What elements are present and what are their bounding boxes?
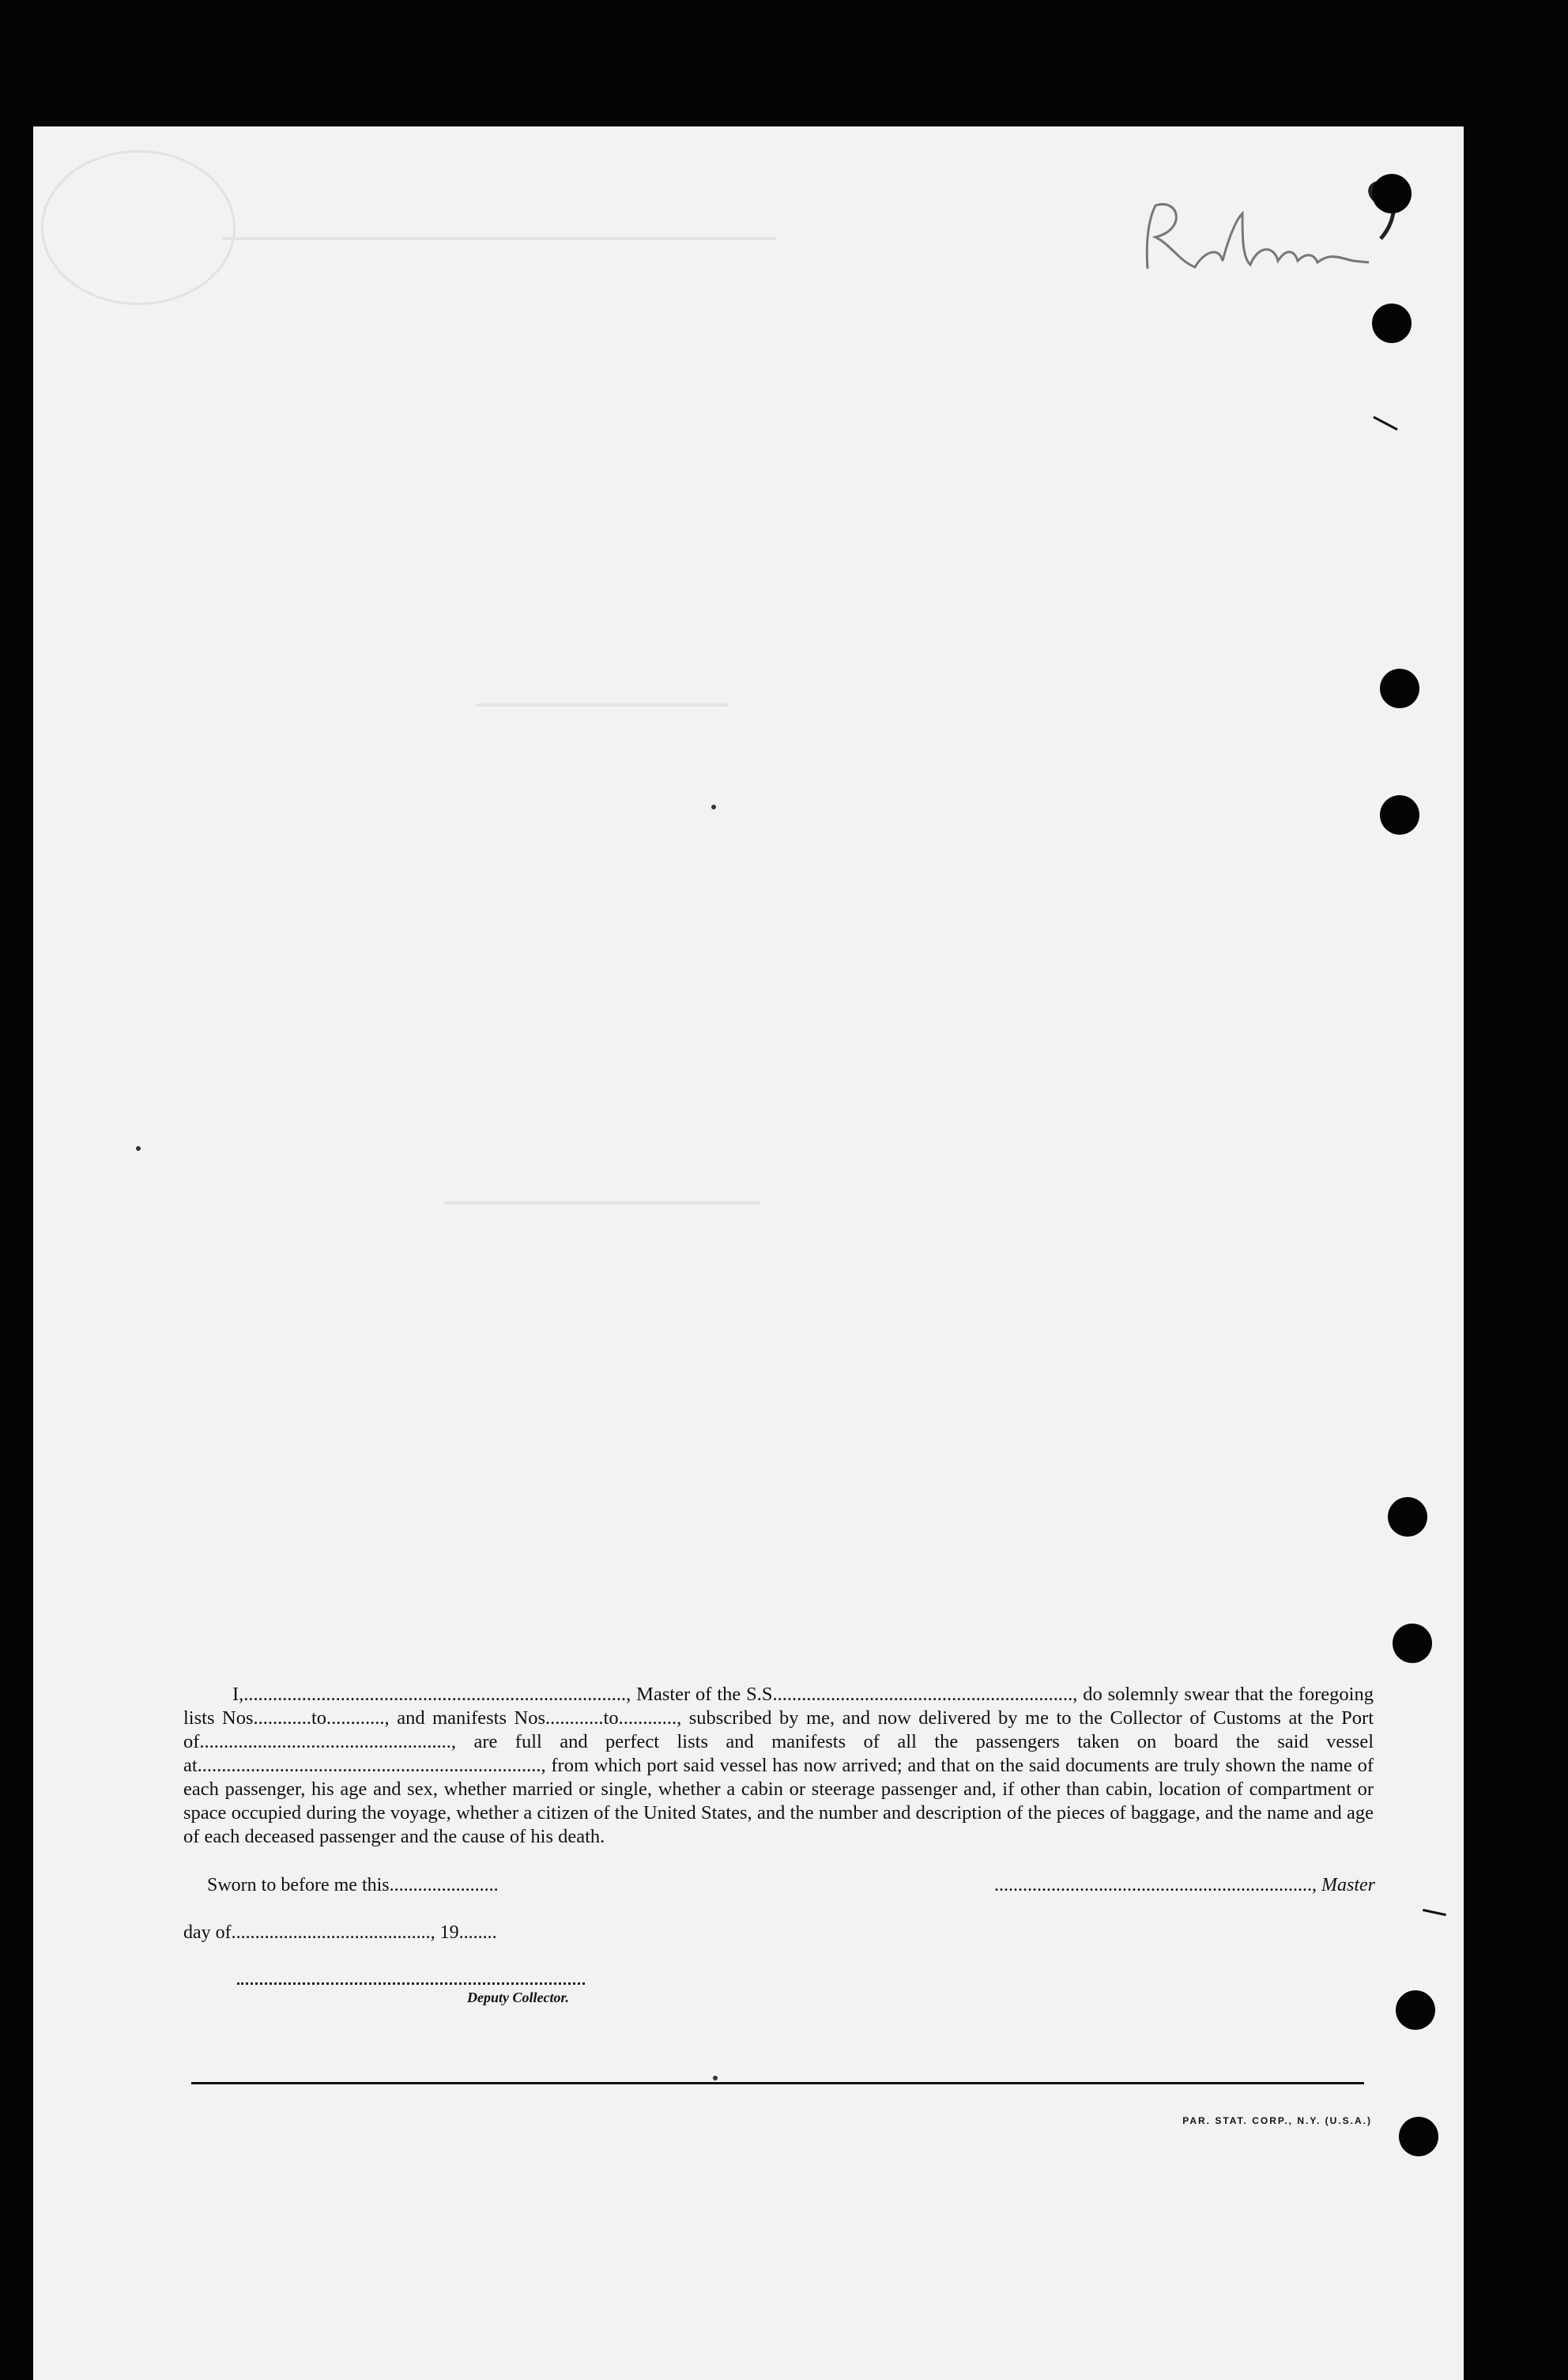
oath-paragraph: I,..............................................................................., Master of the S.S.............................................................., do solemnly swear that the foregoing lists Nos............to............, and manifests Nos............to............, subscribed by me, and now delivered by me to the Collector of Customs at the Port of...................................................., are full and perfect lists and manifests of all the passengers taken on board the said vessel at......................................................................., from which port said vessel has now arrived; and that on the said documents are truly shown the name of each passenger, his age and sex, whether married or single, whether a cabin or steerage passenger and, if other than cabin, location of compartment or space occupied during the voyage, whether a citizen of the United States, and the number and description of the pieces of baggage, and the name and age of each deceased passenger and the cause of his death. xyxy=(183,1683,1374,1847)
speck xyxy=(136,1146,141,1151)
handwriting-release-drawing xyxy=(1124,198,1377,285)
manifest-page xyxy=(33,126,1464,2380)
punch-hole xyxy=(1393,1624,1432,1663)
deputy-collector-label: Deputy Collector. xyxy=(467,1990,569,2005)
punch-hole xyxy=(1388,1497,1427,1537)
punch-hole xyxy=(1372,174,1412,213)
bleed-through-line xyxy=(476,703,729,707)
punch-hole xyxy=(1399,2117,1438,2156)
handwritten-annotation xyxy=(1124,198,1377,298)
punch-hole xyxy=(1372,304,1412,343)
master-signature-dots: ..................................................................., xyxy=(994,1875,1321,1895)
bleed-through-line xyxy=(444,1201,760,1205)
master-signature-line xyxy=(888,1875,1375,1896)
master-label: Master xyxy=(1321,1875,1375,1895)
bleed-through-stamp xyxy=(41,150,236,305)
day-line: day of.........................................., 19........ xyxy=(183,1922,497,1943)
punch-hole xyxy=(1380,795,1419,835)
bleed-through-line xyxy=(223,237,776,240)
deputy-signature-line xyxy=(237,1982,585,1985)
printer-imprint: PAR. STAT. CORP., N.Y. (U.S.A.) xyxy=(1182,2115,1372,2126)
punch-hole xyxy=(1380,669,1419,708)
sworn-line: Sworn to before me this....................... xyxy=(207,1875,499,1895)
speck xyxy=(713,2076,718,2080)
bottom-rule xyxy=(191,2082,1364,2084)
speck xyxy=(711,805,716,809)
punch-hole xyxy=(1396,1990,1435,2030)
